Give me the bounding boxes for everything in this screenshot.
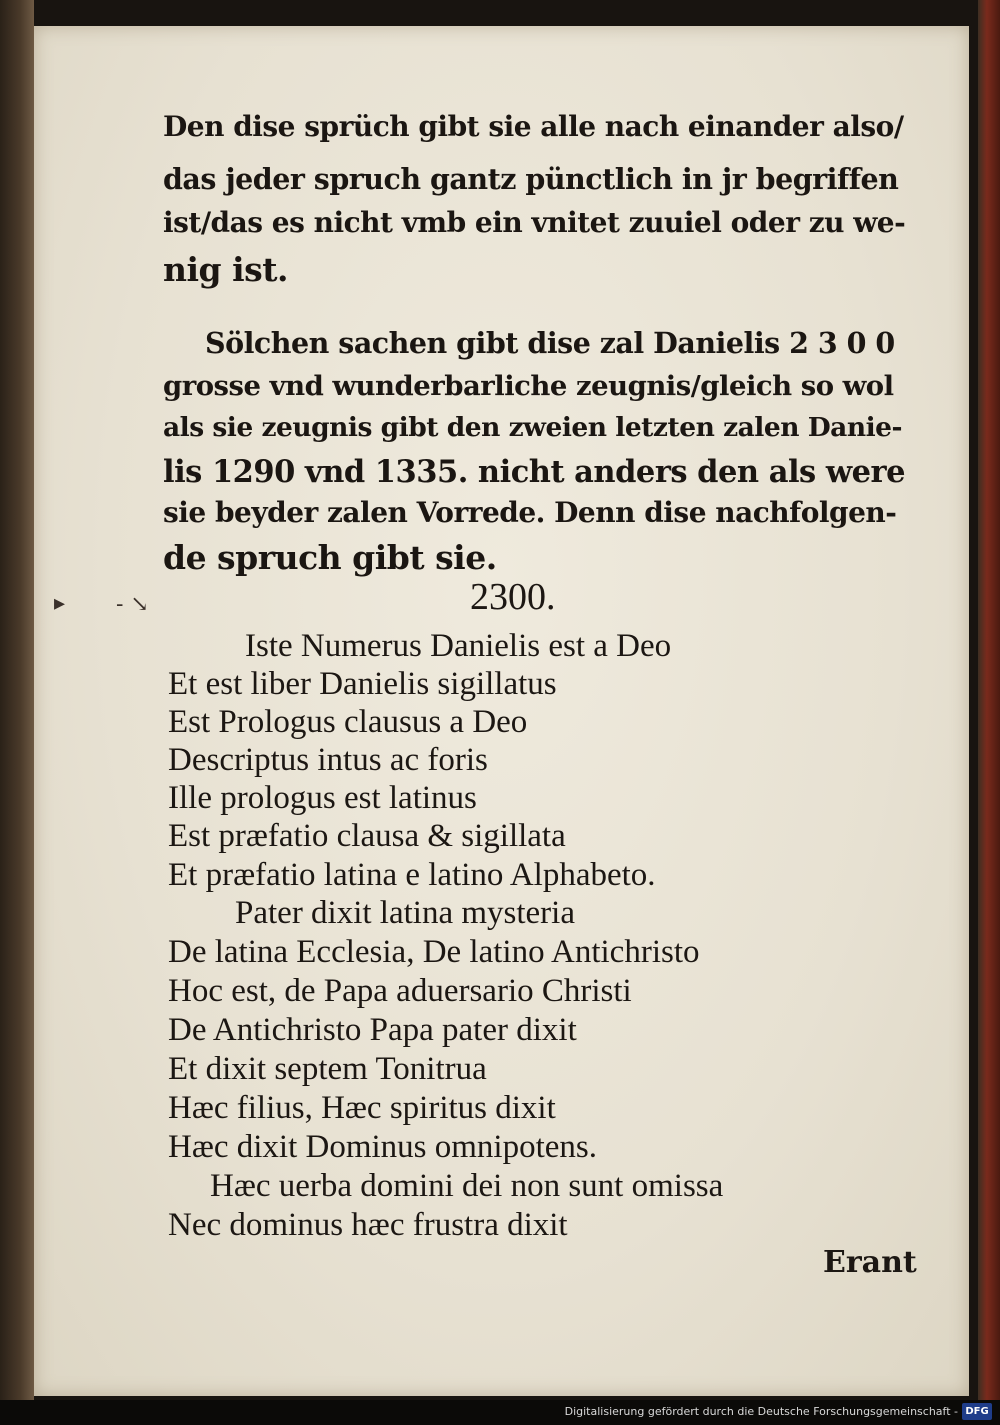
text-line: das jeder spruch gantz pünctlich in jr begriffen bbox=[163, 162, 899, 196]
binding-right-edge bbox=[978, 0, 1000, 1400]
text-line: sie beyder zalen Vorrede. Denn dise nachfolgen- bbox=[163, 496, 897, 529]
text-line: lis 1290 vnd 1335. nicht anders den als were bbox=[163, 454, 905, 490]
text-line: nig ist. bbox=[163, 250, 288, 289]
verse-line: Nec dominus hæc frustra dixit bbox=[168, 1207, 568, 1243]
text-line: grosse vnd wunderbarliche zeugnis/gleich so wol bbox=[163, 370, 894, 402]
section-heading: 2300. bbox=[470, 576, 556, 618]
verse-line: Hæc dixit Dominus omnipotens. bbox=[168, 1129, 597, 1165]
verse-line: Pater dixit latina mysteria bbox=[235, 895, 575, 931]
verse-line: Et præfatio latina e latino Alphabeto. bbox=[168, 857, 656, 893]
verse-line: Hæc uerba domini dei non sunt omissa bbox=[210, 1168, 724, 1204]
text-line: als sie zeugnis gibt den zweien letzten zalen Danie- bbox=[163, 412, 903, 443]
verse-line: Et est liber Danielis sigillatus bbox=[168, 666, 557, 702]
binding-left-edge bbox=[0, 0, 34, 1400]
verse-line: De latina Ecclesia, De latino Antichristo bbox=[168, 934, 700, 970]
digitization-footer bbox=[0, 1400, 1000, 1425]
verse-line: Iste Numerus Danielis est a Deo bbox=[245, 628, 672, 664]
verse-line: Descriptus intus ac foris bbox=[168, 742, 488, 778]
verse-line: Est præfatio clausa & sigillata bbox=[168, 818, 566, 854]
verse-line: De Antichristo Papa pater dixit bbox=[168, 1012, 577, 1048]
margin-mark: - ↘ bbox=[116, 592, 149, 617]
verse-line: Ille prologus est latinus bbox=[168, 780, 477, 816]
text-line: de spruch gibt sie. bbox=[163, 538, 497, 577]
text-line: ist/das es nicht vmb ein vnitet zuuiel oder zu we- bbox=[163, 206, 906, 239]
text-line: Den dise sprüch gibt sie alle nach einander also/ bbox=[163, 110, 904, 143]
catchword: Erant bbox=[823, 1245, 917, 1280]
funding-credit: Digitalisierung gefördert durch die Deutsche Forschungsgemeinschaft - bbox=[564, 1405, 958, 1418]
verse-line: Est Prologus clausus a Deo bbox=[168, 704, 528, 740]
verse-line: Hæc filius, Hæc spiritus dixit bbox=[168, 1090, 556, 1126]
verse-line: Hoc est, de Papa aduersario Christi bbox=[168, 973, 632, 1009]
dfg-logo: DFG bbox=[962, 1403, 992, 1420]
verse-line: Et dixit septem Tonitrua bbox=[168, 1051, 487, 1087]
margin-mark: ▸ bbox=[54, 591, 66, 616]
text-line: Sölchen sachen gibt dise zal Danielis 2 3 0 0 bbox=[205, 326, 895, 360]
